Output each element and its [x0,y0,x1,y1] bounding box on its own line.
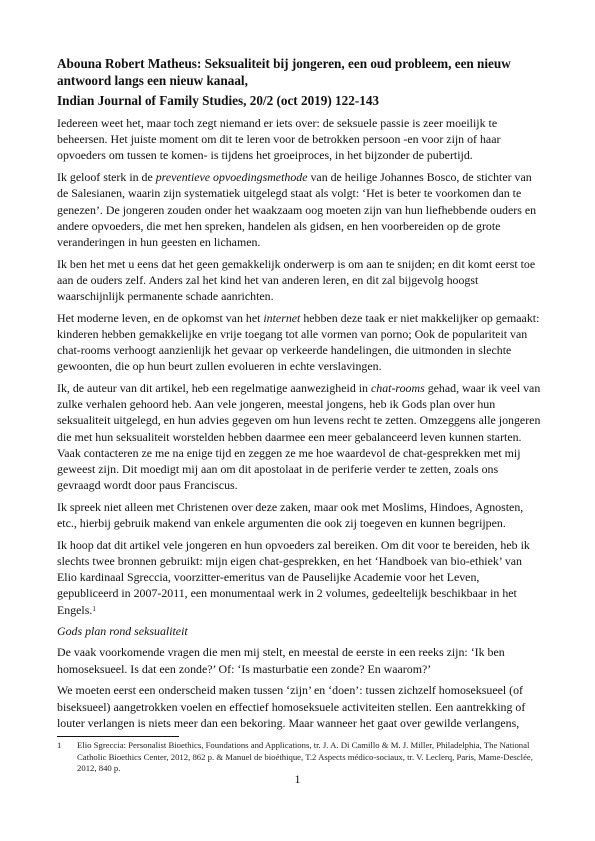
document-page [57,56,541,775]
paragraph-5-text-b: gehad, waar ik veel van zulke verhalen gehoord heb. Aan vele jongeren, meestal jongens, heb ik Gods plan over hun seksualiteit uitgelegd, en hun advies gegeven om hun levens recht te zetten. Omzeggens alle jongeren die met hun seksualiteit worstelden hebben daarmee een meer gebalanceerd leven kunnen starten. Vaak contacteren ze me na enige tijd en zeggen ze me hoe waardevol de chat-gesprekken met mij geweest zijn. Dit moedigt mij aan om dit apostolaat in de periferie verder te zetten, zoals ons gevraagd wordt door paus Franciscus. [57,381,541,493]
footnote [57,740,541,775]
paragraph-8: De vaak voorkomende vragen die men mij stelt, en meestal de eerste in een reeks zijn: ‘Ik ben homoseksueel. Is dat een zonde?’ Of: ‘Is masturbatie een zonde? En waarom?’ [57,645,505,676]
paragraph-1: Iedereen weet het, maar toch zegt niemand er iets over: de seksuele passie is zeer moeilijk te beheersen. Het juiste moment om dit te leren voor de betrokken persoon -en voor zijn of haar opvoeders om tussen te komen- is tijdens het groeiproces, in het bijzonder de pubertijd. [57,116,501,163]
paragraph-4 [57,310,541,375]
journal-citation: Indian Journal of Family Studies, 20/2 (oct 2019) 122-143 [57,93,380,108]
paragraph-5-emphasis: chat-rooms [370,381,425,396]
paragraph-5 [57,380,541,493]
paragraph-3: Ik ben het met u eens dat het geen gemakkelijk onderwerp is om aan te snijden; en dit komt eerst toe aan de ouders zelf. Anders zal het kind het van anderen leren, en dit zal bijgevolg hoogst waarschijnlijk permanente schade aanrichten. [57,256,536,304]
paragraph-2-text-b: van de heilige Johannes Bosco, de stichter van de Salesianen, waarin zijn systematiek uitgelegd staat als volgt: ‘Het is beter te voorkomen dan te genezen’. De jongeren zouden onder het waakzaam oog moeten zijn van hun liefhebbende ouders en andere opvoeders, die met hen spreken, handelen als gidsen, en hen voorbereiden op de grote veranderingen in hun geesten en lichamen. [57,170,537,249]
section-heading: Gods plan rond seksualiteit [57,624,188,639]
footnote-text: Elio Sgreccia: Personalist Bioethics, Foundations and Applications, tr. J. A. Di Camillo & M. J. Miller, Philadelphia, The National Catholic Bioethics Center, 2012, 862 p. & Manuel de bioéthique, T.2 Aspects médico-sociaux, tr. V. Leclerq, Paris, Mame-Desclée, 2012, 840 p. [77,740,533,774]
paragraph-4-text-b: hebben deze taak er niet makkelijker op gemaakt: kinderen hebben gemakkelijke en vrije toegang tot alle vormen van porno; Ook de populariteit van chat-rooms verhoogt aanzienlijk het gevaar op verkeerde handelingen, die uitmonden in slechte gewoonten, die op hun beurt zullen evolueren in echte verslavingen. [57,310,540,374]
footnote-divider [57,736,179,737]
footnote-number: 1 [57,740,62,751]
page-number: 1 [294,772,301,786]
paragraph-2 [57,169,541,250]
footnote-reference[interactable]: 1 [92,604,96,613]
paragraph-6: Ik spreek niet alleen met Christenen over deze zaken, maar ook met Moslims, Hindoes, Agnosten, etc., hierbij gebruik makend van enkele argumenten die ook zij toegeven en kunnen begrijpen. [57,499,524,531]
paragraph-2-text-a: Ik geloof sterk in de [57,170,156,185]
paragraph-4-text-a: Het moderne leven, en de opkomst van het [57,310,264,325]
paragraph-4-emphasis: internet [263,310,301,325]
paragraph-7 [57,537,541,618]
article-title: Abouna Robert Matheus: Seksualiteit bij jongeren, een oud probleem, een nieuw antwoord langs een nieuw kanaal, [57,56,511,88]
paragraph-5-text-a: Ik, de auteur van dit artikel, heb een regelmatige aanwezigheid in [57,381,371,396]
paragraph-2-emphasis: preventieve opvoedingsmethode [155,170,308,185]
paragraph-7-text: Ik hoop dat dit artikel vele jongeren en hun opvoeders zal bereiken. Om dit voor te bereiden, heb ik slechts twee bronnen gebruikt: mijn eigen chat-gesprekken, en het ‘Handboek van bio-ethiek’ van Elio kardinaal Sgreccia, voorzitter-emeritus van de Pauselijke Academie voor het Leven, gepubliceerd in 2007-2011, een monumentaal werk in 2 volumes, gedeeltelijk beschikbaar in het Engels. [57,537,530,617]
paragraph-9: We moeten eerst een onderscheid maken tussen ‘zijn’ en ‘doen’: tussen zichzelf homoseksueel (of biseksueel) aangetrokken voelen en effectief homoseksuele activiteiten stellen. Een aantrekking of louter verlangen is niets meer dan een bekoring. Maar wanneer het gaat over gewilde verlangens, [57,683,526,730]
